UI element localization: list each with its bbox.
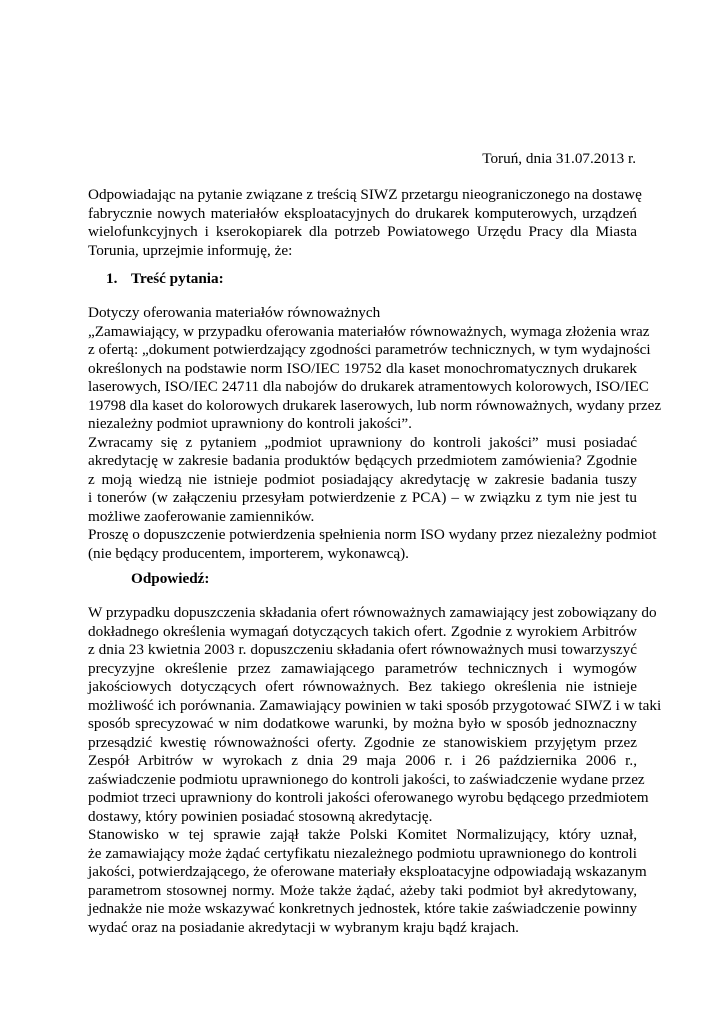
answer-line: Zespół Arbitrów w wyrokach z dnia 29 maja 2006 r. i 26 października 2006 r., <box>88 752 637 769</box>
answer-line: Stanowisko w tej sprawie zajął także Polski Komitet Normalizujący, który uznał, <box>88 826 637 843</box>
answer-heading: Odpowiedź: <box>131 570 210 587</box>
question-line: możliwe zaoferowanie zamienników. <box>88 507 315 525</box>
answer-line: parametrom stosownej normy. Może także żądać, ażeby taki podmiot był akredytowany, <box>88 881 637 899</box>
intro-line: fabrycznie nowych materiałów eksploatacyjnych do drukarek komputerowych, urządzeń <box>88 204 637 222</box>
answer-line: jakości, potwierdzającego, że oferowane materiały eksploatacyjne odpowiadają wskazanym <box>88 863 647 880</box>
answer-line: możliwość ich porównania. Zamawiający powinien w taki sposób przygotować SIWZ i w taki <box>88 696 662 714</box>
answer-line: dostawy, który powinien posiadać stosowną akredytację. <box>88 807 433 825</box>
date-line: Toruń, dnia 31.07.2013 r. <box>482 150 636 167</box>
intro-line: Odpowiadając na pytanie związane z treścią SIWZ przetargu nieograniczonego na dostawę <box>88 186 642 203</box>
answer-paragraph <box>88 604 662 937</box>
answer-line: podmiot trzeci uprawniony do kontroli jakości oferowanego wyrobu będącego przedmiotem <box>88 789 649 806</box>
question-paragraph <box>88 304 662 563</box>
answer-line: przesądzić kwestię równoważności oferty. Zgodnie ze stanowiskiem przyjętym przez <box>88 733 637 751</box>
intro-paragraph <box>88 186 642 260</box>
question-line: określonych na podstawie norm ISO/IEC 19752 dla kaset monochromatycznych drukarek <box>88 359 637 377</box>
question-line: laserowych, ISO/IEC 24711 dla nabojów do drukarek atramentowych kolorowych, ISO/IEC <box>88 378 649 395</box>
question-line: akredytację w zakresie badania produktów będących przedmiotem zamówienia? Zgodnie <box>88 452 637 469</box>
question-line: (nie będący producentem, importerem, wykonawcą). <box>88 544 409 562</box>
question-line: „Zamawiający, w przypadku oferowania materiałów równoważnych, wymaga złożenia wraz <box>88 322 650 340</box>
answer-line: z dnia 23 kwietnia 2003 r. dopuszczeniu składania ofert równoważnych musi towarzyszyć <box>88 641 637 658</box>
question-line: z ofertą: „dokument potwierdzający zgodności parametrów technicznych, w tym wydajności <box>88 341 651 358</box>
answer-line: precyzyjne określenie przez zamawiającego parametrów technicznych i wymogów <box>88 659 637 677</box>
answer-line: jakościowych dotyczących ofert równoważnych. Bez takiego określenia nie istnieje <box>88 678 637 695</box>
question-line: Dotyczy oferowania materiałów równoważnych <box>88 304 381 321</box>
section-heading-question <box>106 270 224 289</box>
intro-line: wielofunkcyjnych i kserokopiarek dla potrzeb Powiatowego Urzędu Pracy dla Miasta <box>88 223 637 240</box>
answer-line: W przypadku dopuszczenia składania ofert równoważnych zamawiający jest zobowiązany do <box>88 604 657 621</box>
answer-line: wydać oraz na posiadanie akredytacji w wybranym kraju bądź krajach. <box>88 918 519 936</box>
question-line: i tonerów (w załączeniu przesyłam potwierdzenie z PCA) – w związku z tym nie jest tu <box>88 489 637 506</box>
answer-line: jednakże nie może wskazywać konkretnych jednostek, które takie zaświadczenie powinny <box>88 900 638 917</box>
answer-line: dokładnego określenia wymagań dotyczących takich ofert. Zgodnie z wyrokiem Arbitrów <box>88 622 637 640</box>
answer-line: zaświadczenie podmiotu uprawnionego do kontroli jakości, to zaświadczenie wydane przez <box>88 770 645 788</box>
intro-line: Torunia, uprzejmie informuję, że: <box>88 241 293 259</box>
answer-line: sposób sprecyzować w nim dodatkowe warunki, by można było w sposób jednoznaczny <box>88 715 637 732</box>
section-title: Treść pytania: <box>131 270 224 287</box>
section-number: 1. <box>106 270 118 287</box>
question-line: Proszę o dopuszczenie potwierdzenia spełnienia norm ISO wydany przez niezależny podmiot <box>88 526 657 543</box>
question-line: niezależny podmiot uprawniony do kontroli jakości”. <box>88 415 412 432</box>
question-line: z moją wiedzą nie istnieje podmiot posiadający akredytację w zakresie badania tuszy <box>88 470 637 488</box>
answer-line: że zamawiający może żądać certyfikatu niezależnego podmiotu uprawnionego do kontroli <box>88 844 637 862</box>
question-line: Zwracamy się z pytaniem „podmiot uprawniony do kontroli jakości” musi posiadać <box>88 433 637 451</box>
question-line: 19798 dla kaset do kolorowych drukarek laserowych, lub norm równoważnych, wydany przez <box>88 396 662 414</box>
